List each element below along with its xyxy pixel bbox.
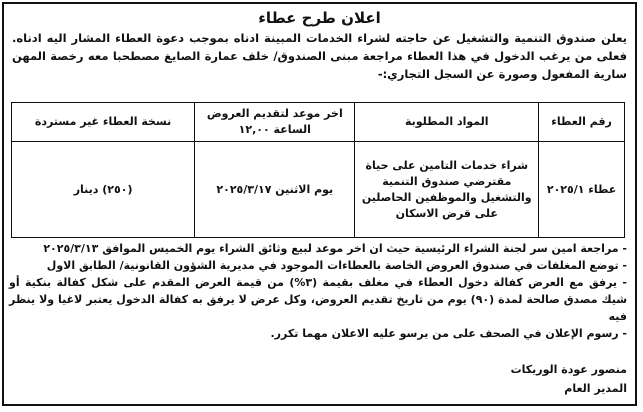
header-required-items: المواد المطلوبة: [355, 103, 539, 142]
cell-required-items: شراء خدمات التامين على حياة مقترضي صندوق التنمية والتشغيل والموظفين الحاصلين على قرض الاسكان: [355, 142, 539, 238]
header-deadline: اخر موعد لتقديم العروض الساعة ١٢,٠٠: [195, 103, 355, 142]
header-copy-price: نسخة العطاء غير مستردة: [12, 103, 195, 142]
tender-announcement: [2, 2, 637, 406]
note-item: - مراجعة امين سر لجنة الشراء الرئيسية حيث ان اخر موعد لبيع وثائق الشراء يوم الخميس الموافق ٢٠٢٥/٣/١٣: [43, 242, 627, 255]
cell-deadline: يوم الاثنين ٢٠٢٥/٣/١٧: [195, 142, 355, 238]
signatory-position: المدير العام: [564, 382, 627, 395]
tender-table: [11, 102, 625, 238]
table-row: [12, 142, 625, 238]
note-item: - توضع المغلفات في صندوق العروض الخاصة بالعطاءات الموجود في مديرية الشؤون القانونية/ الطابق الاول: [46, 259, 627, 272]
header-tender-number: رقم العطاء: [539, 103, 625, 142]
notes-list: [9, 240, 627, 342]
table-header-row: [12, 103, 625, 142]
cell-tender-number: عطاء ٢٠٢٥/١: [539, 142, 625, 238]
note-item: - رسوم الإعلان في الصحف على من يرسو عليه الاعلان مهما تكرر.: [270, 327, 627, 340]
signatory-name: منصور عودة الوريكات: [510, 363, 627, 376]
cell-copy-price: (٢٥٠) دينار: [12, 142, 195, 238]
announcement-intro: يعلن صندوق التنمية والتشغيل عن حاجته لشراء الخدمات المبينة ادناه بموجب دعوة العطاء المشار اليه ادناه. فعلى من يرغب الدخول في هذا العطاء مراجعة مبنى الصندوق/ خلف عمارة الصايغ مصطحبا معه رخصة المهن سارية المفعول وصورة عن السجل التجاري:-: [12, 31, 627, 81]
signature-block: [511, 360, 627, 398]
note-item: - يرفق مع العرض كفالة دخول العطاء في مغلف بقيمة (٣%) من قيمة العرض المقدم على شكل كفالة بنكية أو شيك مصدق صالحة لمدة (٩٠) يوم من تاريخ تقديم العروض، وكل عرض لا يرفق به كفالة الدخول يعتبر لاغيا ولا ينظر فيه: [9, 276, 628, 323]
announcement-title: اعلان طرح عطاء: [258, 9, 381, 27]
